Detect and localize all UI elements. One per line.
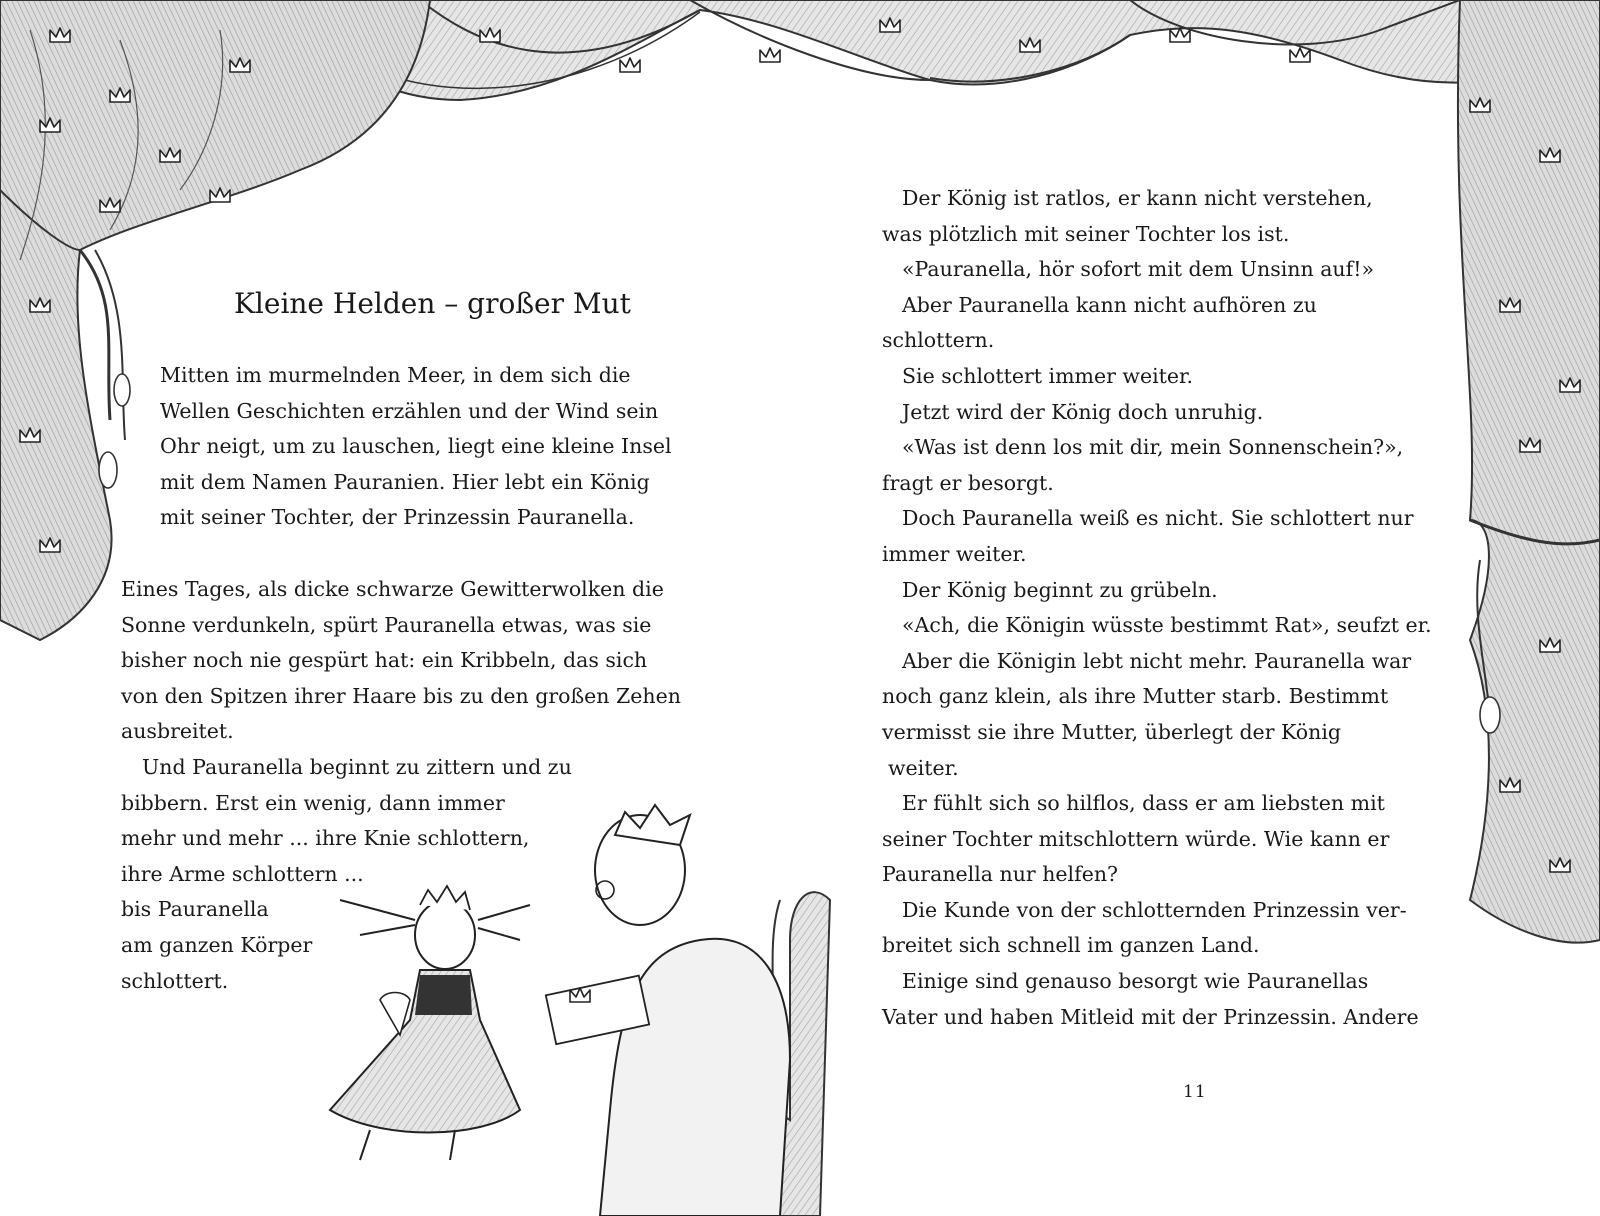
text-line: mit seiner Tochter, der Prinzessin Pauranella. bbox=[160, 505, 635, 530]
text-line: breitet sich schnell im ganzen Land. bbox=[882, 933, 1260, 958]
text-line: Jetzt wird der König doch unruhig. bbox=[902, 399, 1264, 424]
text-line: schlottert. bbox=[121, 968, 229, 993]
text-line: bis Pauranella bbox=[121, 897, 269, 922]
text-line: fragt er besorgt. bbox=[882, 470, 1054, 495]
text-line: Ohr neigt, um zu lauschen, liegt eine kleine Insel bbox=[160, 434, 672, 459]
text-line: seiner Tochter mitschlottern würde. Wie kann er bbox=[882, 826, 1390, 851]
text-line: «Pauranella, hör sofort mit dem Unsinn auf!» bbox=[902, 257, 1375, 282]
text-line: Er fühlt sich so hilflos, dass er am liebsten mit bbox=[902, 791, 1385, 816]
text-line: Die Kunde von der schlotternden Prinzessin ver- bbox=[902, 897, 1407, 922]
text-line: vermisst sie ihre Mutter, überlegt der König bbox=[882, 719, 1341, 744]
text-line: mit dem Namen Pauranien. Hier lebt ein König bbox=[160, 469, 650, 494]
text-line: bibbern. Erst ein wenig, dann immer bbox=[121, 790, 505, 815]
text-line: Sie schlottert immer weiter. bbox=[902, 363, 1194, 388]
text-line: Eines Tages, als dicke schwarze Gewitterwolken die bbox=[121, 577, 664, 601]
text-line: was plötzlich mit seiner Tochter los ist. bbox=[882, 221, 1290, 246]
text-line: Aber die Königin lebt nicht mehr. Pauranella war bbox=[902, 648, 1412, 673]
text-line: Vater und haben Mitleid mit der Prinzessin. Andere bbox=[882, 1004, 1419, 1029]
text-line: noch ganz klein, als ihre Mutter starb. Bestimmt bbox=[882, 684, 1389, 709]
text-line: bisher noch nie gespürt hat: ein Kribbeln, das sich bbox=[121, 648, 648, 673]
text-line: «Was ist denn los mit dir, mein Sonnenschein?», bbox=[902, 435, 1404, 460]
text-line: Doch Pauranella weiß es nicht. Sie schlottert nur bbox=[902, 506, 1414, 531]
text-line: Wellen Geschichten erzählen und der Wind sein bbox=[160, 398, 659, 423]
text-line: Pauranella nur helfen? bbox=[882, 862, 1119, 887]
page-number: 11 bbox=[1183, 1082, 1207, 1102]
text-line: Der König ist ratlos, er kann nicht verstehen, bbox=[902, 186, 1373, 210]
left-body-text bbox=[121, 572, 681, 999]
text-line: am ganzen Körper bbox=[121, 932, 313, 957]
text-line: immer weiter. bbox=[882, 541, 1027, 566]
text-line: Aber Pauranella kann nicht aufhören zu bbox=[902, 292, 1317, 317]
text-line: ihre Arme schlottern ... bbox=[121, 861, 364, 886]
right-body-text bbox=[882, 181, 1432, 1035]
text-line: ausbreitet. bbox=[121, 719, 234, 744]
text-line: Der König beginnt zu grübeln. bbox=[902, 577, 1218, 602]
text-line: schlottern. bbox=[882, 328, 995, 353]
text-line: «Ach, die Königin wüsste bestimmt Rat», seufzt er. bbox=[902, 613, 1432, 638]
text-line: Und Pauranella beginnt zu zittern und zu bbox=[142, 754, 572, 779]
text-line: mehr und mehr ... ihre Knie schlottern, bbox=[121, 826, 530, 851]
text-line: Einige sind genauso besorgt wie Pauranellas bbox=[902, 969, 1369, 994]
text-line: weiter. bbox=[888, 755, 959, 780]
chapter-title: Kleine Helden – großer Mut bbox=[234, 287, 631, 320]
text-line: von den Spitzen ihrer Haare bis zu den großen Zehen bbox=[121, 683, 681, 708]
text-line: Sonne verdunkeln, spürt Pauranella etwas, was sie bbox=[121, 612, 652, 637]
intro-paragraph bbox=[160, 358, 672, 536]
text-line: Mitten im murmelnden Meer, in dem sich die bbox=[160, 363, 631, 387]
